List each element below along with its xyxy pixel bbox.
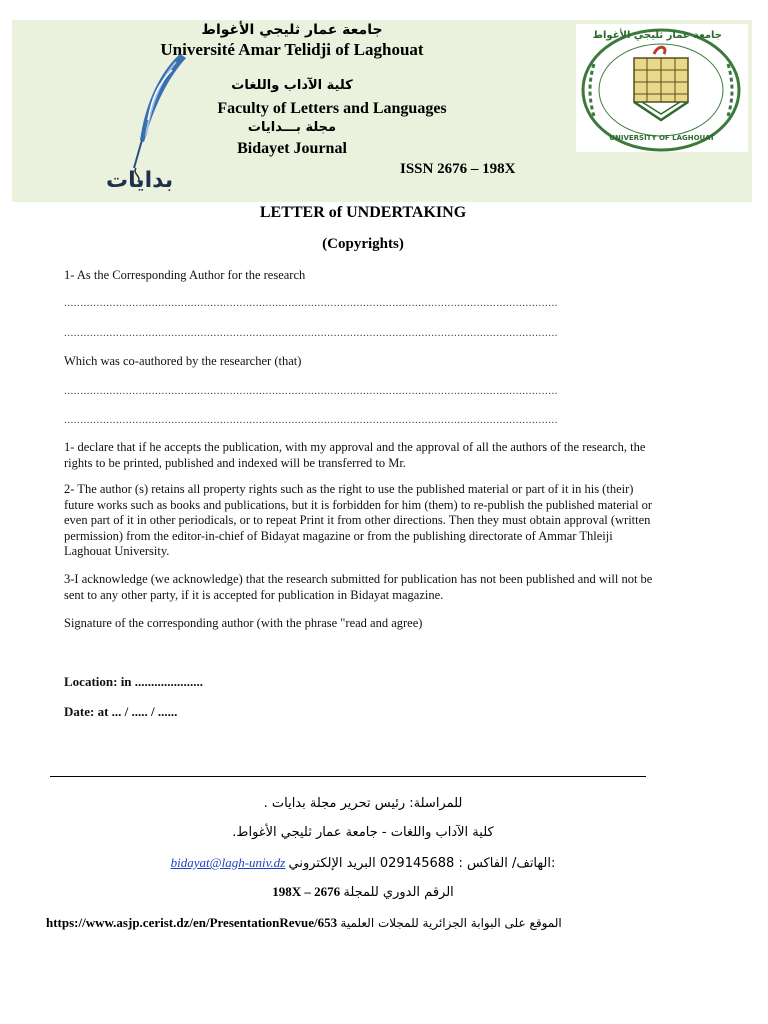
bidayat-logo xyxy=(102,50,202,200)
acknowledgement-paragraph: 3-I acknowledge (we acknowledge) that the research submitted for publication has not been published and will not be sent to any other party, if it is accepted for publication in Bidayat magazine. xyxy=(64,572,653,602)
location-field: Location: in ..................... xyxy=(64,674,204,689)
university-seal xyxy=(572,24,750,156)
date-field: Date: at ... / ..... / ...... xyxy=(64,704,178,719)
signature-line: Signature of the corresponding author (with the phrase "read and agree) xyxy=(64,616,423,630)
document-subtitle: (Copyrights) xyxy=(322,236,404,252)
site-url[interactable]: https://www.asjp.cerist.dz/en/PresentationRevue/653 xyxy=(46,915,338,930)
seal-text-ar: جامعة عمار ثليجي الأغواط xyxy=(592,30,722,41)
footer-site xyxy=(46,915,686,931)
footer-issn xyxy=(0,884,726,900)
footer-issn-number: 198X – 2676 xyxy=(272,884,341,899)
property-rights-paragraph: 2- The author (s) retains all property rights such as the right to use the published material or part of it in his (their) future works such as books and publications, but it is forbidden for him (them) to re-publish the published material or even part of it in other periodicals, or to repeat Print it from other directions. Then they must obtain approval (written permission) from the editor-in-chief of Bidayat magazine or from the publishing directorate of Ammar Thleiji Laghouat University. xyxy=(64,482,653,558)
faculty-name-ar: كلية الآداب واللغات xyxy=(231,78,353,93)
faculty-name-en: Faculty of Letters and Languages xyxy=(217,100,447,117)
fill-line-research-1: ........................................................................................................................................................ xyxy=(64,297,558,309)
site-label: الموقع على البوابة الجزائرية للمجلات العلمية xyxy=(340,916,562,930)
university-name-fr: Université Amar Telidji of Laghouat xyxy=(160,40,424,59)
journal-name-ar: مجلة بـــدايات xyxy=(247,120,337,135)
document-title: LETTER of UNDERTAKING xyxy=(259,204,467,221)
footer-faculty: كلية الآداب واللغات - جامعة عمار ثليجي الأغواط. xyxy=(232,825,494,840)
fill-line-research-2: ........................................................................................................................................................ xyxy=(64,327,558,339)
issn-number: ISSN 2676 – 198X xyxy=(400,161,516,177)
university-name-ar: جامعة عمار ثليجي الأغواط xyxy=(201,22,383,38)
journal-name-en: Bidayet Journal xyxy=(237,140,347,157)
footer-issn-label: الرقم الدوري للمجلة xyxy=(343,885,454,900)
journal-header xyxy=(12,20,752,202)
footer-divider xyxy=(50,776,646,777)
declaration-paragraph: 1- declare that if he accepts the publication, with my approval and the approval of all the authors of the research, the rights to be printed, published and indexed will be transferred to Mr. xyxy=(64,440,646,470)
phone-fax-label: الهاتف/ الفاكس : 029145688 البريد الإلكتروني: xyxy=(288,856,556,871)
email-link[interactable]: bidayat@lagh-univ.dz xyxy=(170,855,286,870)
seal-text-en: UNIVERSITY OF LAGHOUAT xyxy=(609,134,715,142)
logo-wordmark-ar: بدايات xyxy=(106,168,174,193)
footer-correspondence: للمراسلة: رئيس تحرير مجلة بدايات . xyxy=(263,796,463,811)
fill-line-coauthor-2: ........................................................................................................................................................ xyxy=(64,414,558,426)
coauthored-statement: Which was co-authored by the researcher (that) xyxy=(64,354,302,368)
item-corresponding-author: 1- As the Corresponding Author for the research xyxy=(64,268,306,282)
footer-contact xyxy=(0,855,726,871)
fill-line-coauthor-1: ........................................................................................................................................................ xyxy=(64,385,558,397)
